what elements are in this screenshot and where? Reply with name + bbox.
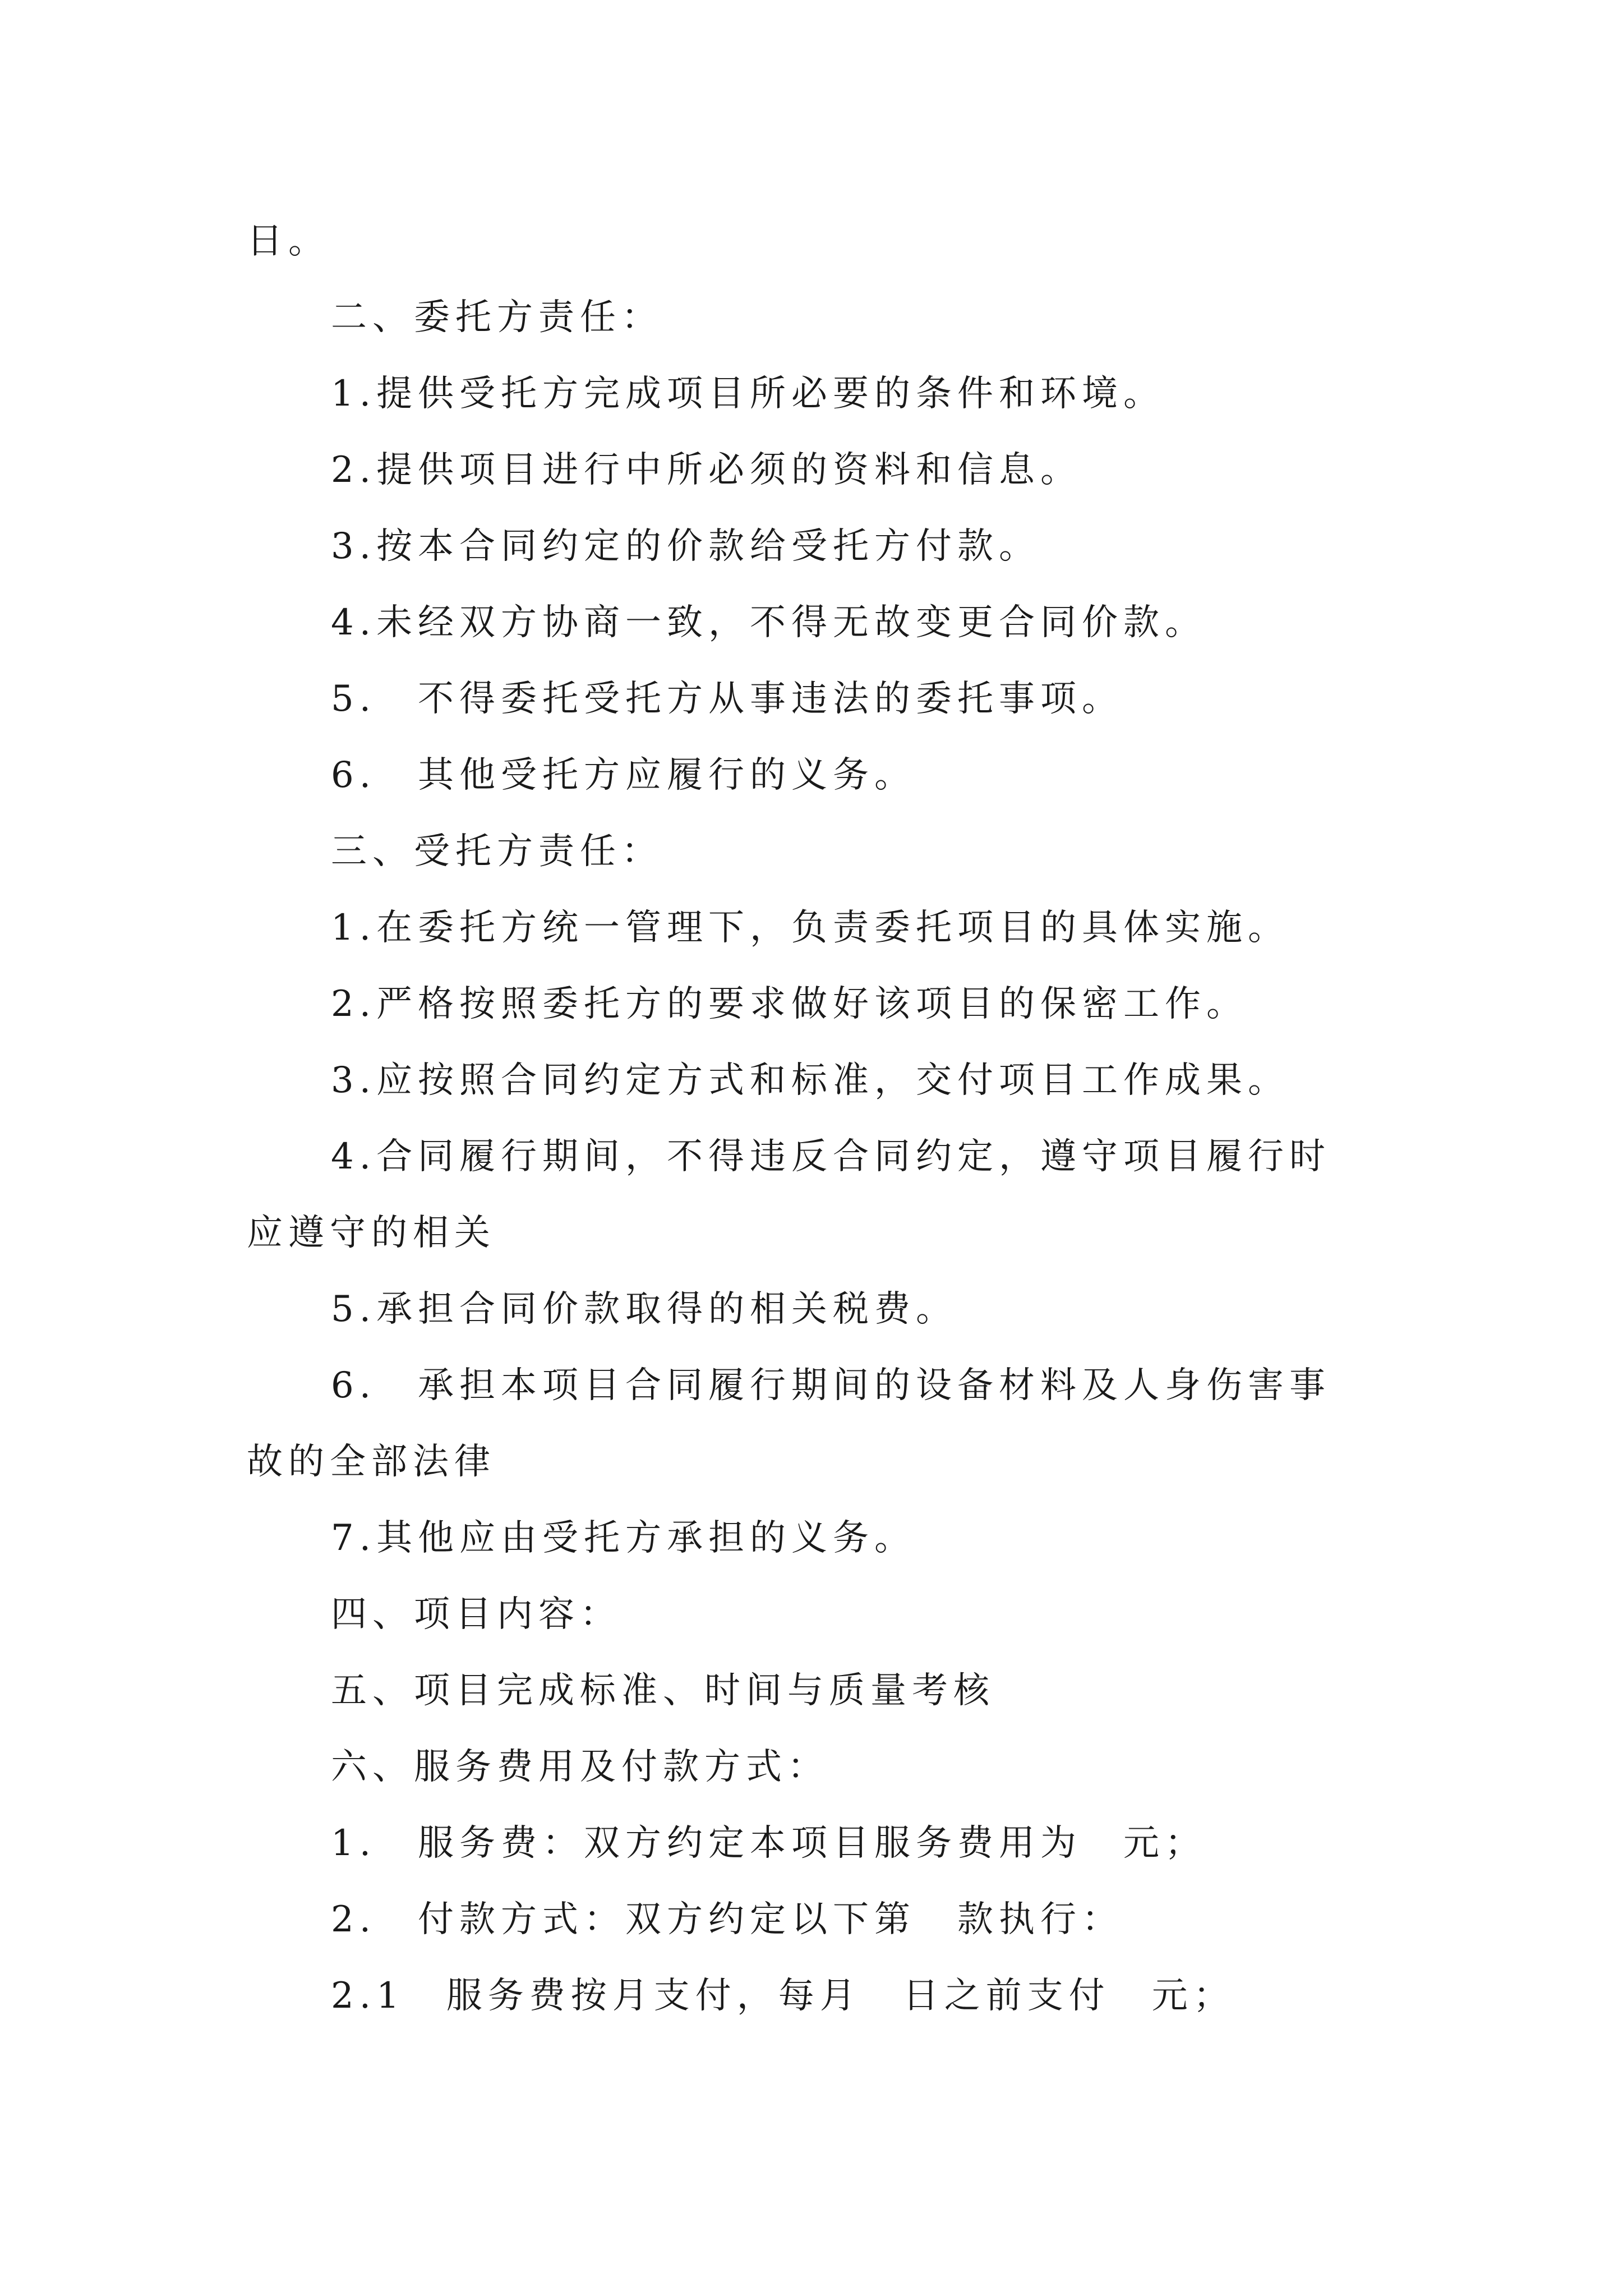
text-line: 3.按本合同约定的价款给受托方付款。 xyxy=(331,526,1041,567)
text-line: 3.应按照合同约定方式和标准，交付项目工作成果。 xyxy=(331,1060,1290,1101)
text-line: 2.1 服务费按月支付，每月 日之前支付 元； xyxy=(331,1975,1235,2017)
text-line: 日。 xyxy=(247,220,330,262)
section-heading-contractor-duties: 三、受托方责任： xyxy=(331,831,663,872)
document-body xyxy=(247,203,1396,2034)
text-line: 6. 承担本项目合同履行期间的设备材料及人身伤害事 xyxy=(331,1365,1331,1406)
section-heading-completion-standards: 五、项目完成标准、时间与质量考核 xyxy=(331,1670,995,1711)
text-line: 5.承担合同价款取得的相关税费。 xyxy=(331,1289,958,1330)
section-heading-fees-payment: 六、服务费用及付款方式： xyxy=(331,1746,829,1788)
text-line: 2.提供项目进行中所必须的资料和信息。 xyxy=(331,449,1082,491)
text-line: 2.严格按照委托方的要求做好该项目的保密工作。 xyxy=(331,983,1248,1025)
text-line: 2. 付款方式：双方约定以下第 款执行： xyxy=(331,1899,1124,1940)
text-line: 5. 不得委托受托方从事违法的委托事项。 xyxy=(331,678,1124,720)
text-line: 1.提供受托方完成项目所必要的条件和环境。 xyxy=(331,373,1165,415)
text-line: 1.在委托方统一管理下，负责委托项目的具体实施。 xyxy=(331,907,1290,949)
text-line: 4.合同履行期间，不得违反合同约定，遵守项目履行时 xyxy=(331,1136,1331,1177)
section-heading-project-content: 四、项目内容： xyxy=(331,1594,621,1635)
text-line: 1. 服务费：双方约定本项目服务费用为 元； xyxy=(331,1823,1207,1864)
text-line: 故的全部法律 xyxy=(247,1441,496,1483)
text-line: 6. 其他受托方应履行的义务。 xyxy=(331,754,916,796)
text-line: 应遵守的相关 xyxy=(247,1212,496,1254)
section-heading-client-duties: 二、委托方责任： xyxy=(331,297,663,338)
text-line: 4.未经双方协商一致，不得无故变更合同价款。 xyxy=(331,602,1207,643)
text-line: 7.其他应由受托方承担的义务。 xyxy=(331,1517,916,1559)
